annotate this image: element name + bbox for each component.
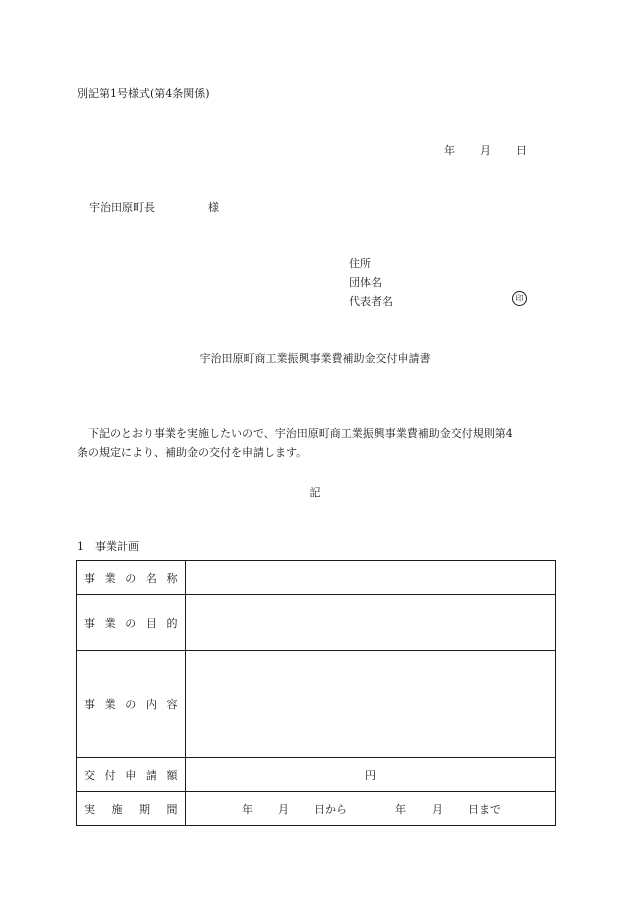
applicant-organization-label: 団体名 [349, 276, 382, 289]
date-month-label: 月 [480, 144, 491, 157]
row-label-requested-amount: 交付申請額 [77, 758, 186, 792]
business-plan-table [76, 560, 556, 826]
table-row [77, 651, 556, 758]
table-row [77, 595, 556, 651]
section-heading: 1 事業計画 [77, 540, 139, 553]
date-day-label: 日 [516, 144, 527, 157]
period-start-day: 日から [314, 802, 347, 816]
body-line-1: 下記のとおり事業を実施したいので、宇治田原町商工業振興事業費補助金交付規則第4 [88, 427, 513, 440]
date-year-label: 年 [444, 144, 455, 157]
project-purpose-field[interactable] [186, 595, 556, 651]
addressee-name: 宇治田原町長 [89, 201, 155, 214]
requested-amount-field[interactable]: 円 [186, 758, 556, 792]
applicant-address-label: 住所 [349, 257, 371, 270]
period-start-year: 年 [242, 802, 253, 816]
addressee-honorific: 様 [208, 201, 219, 214]
ki-heading: 記 [309, 486, 321, 499]
document-title: 宇治田原町商工業振興事業費補助金交付申請書 [199, 352, 431, 365]
body-paragraph [77, 424, 561, 462]
row-label-project-purpose: 事業の目的 [77, 595, 186, 651]
project-content-field[interactable] [186, 651, 556, 758]
body-line-2: 条の規定により、補助金の交付を申請します。 [77, 446, 308, 459]
table-row [77, 561, 556, 595]
seal-mark-icon: 印 [512, 291, 527, 306]
applicant-representative-label: 代表者名 [349, 295, 393, 308]
period-end-month: 月 [432, 802, 443, 816]
row-label-project-name: 事業の名称 [77, 561, 186, 595]
table-row [77, 758, 556, 792]
period-end-day: 日まで [468, 802, 501, 816]
form-number-label: 別記第1号様式(第4条関係) [77, 87, 210, 100]
row-label-implementation-period: 実施期間 [77, 792, 186, 826]
period-start-month: 月 [278, 802, 289, 816]
period-end-year: 年 [395, 802, 406, 816]
project-name-field[interactable] [186, 561, 556, 595]
row-label-project-content: 事業の内容 [77, 651, 186, 758]
implementation-period-field[interactable] [186, 792, 556, 826]
table-row [77, 792, 556, 826]
